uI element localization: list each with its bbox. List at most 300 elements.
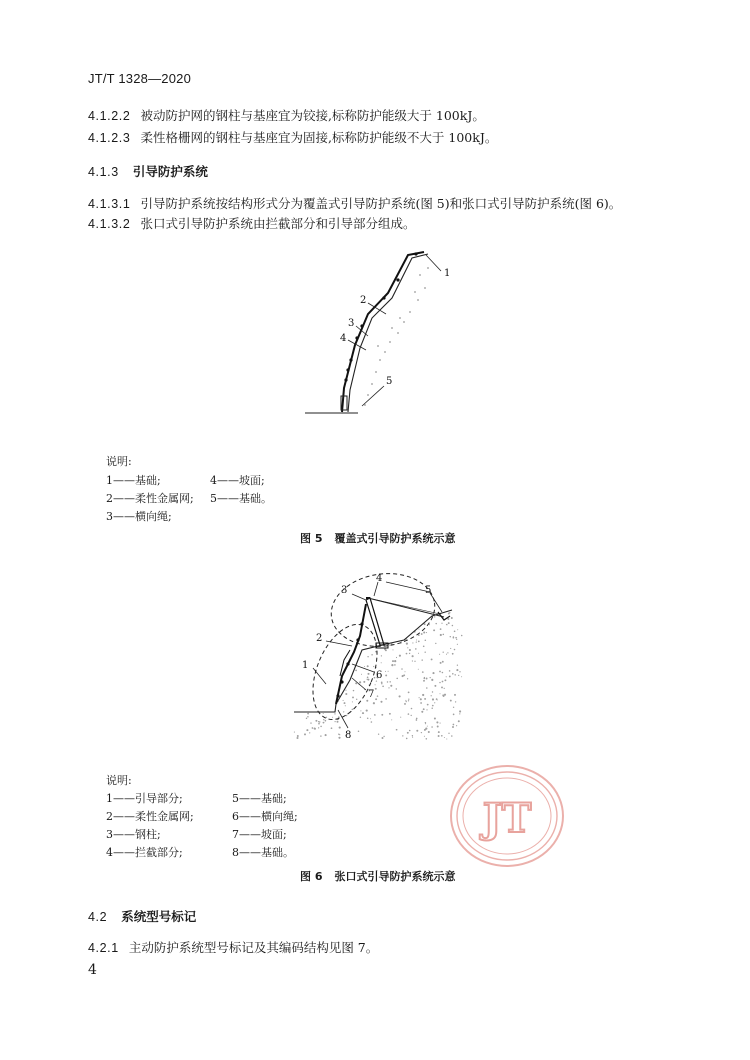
soil-speck <box>439 654 440 655</box>
soil-speck <box>446 654 447 655</box>
soil-speck <box>400 717 401 718</box>
section-heading-4-2 <box>88 907 196 925</box>
soil-speck <box>416 718 418 720</box>
soil-speck <box>454 630 456 632</box>
soil-speck <box>425 639 427 641</box>
clause-number: 4.1.2.3 <box>88 131 131 145</box>
soil-speck <box>414 661 415 662</box>
soil-speck <box>425 723 426 724</box>
soil-speck <box>314 727 316 729</box>
soil-speck <box>444 688 445 689</box>
soil-speck <box>297 735 299 737</box>
soil-speck <box>424 651 425 652</box>
soil-speck <box>426 678 428 680</box>
soil-speck <box>343 700 344 701</box>
soil-speck <box>385 674 387 676</box>
soil-speck <box>453 636 454 637</box>
soil-speck <box>453 707 454 708</box>
soil-speck <box>338 716 340 718</box>
soil-speck <box>439 671 441 673</box>
figure-5-legend-item: 4——坡面; <box>210 474 265 487</box>
soil-speck <box>402 675 404 677</box>
soil-speck <box>441 623 442 624</box>
soil-speck <box>422 671 424 673</box>
soil-speck <box>452 726 454 728</box>
soil-speck <box>432 672 434 674</box>
soil-speck <box>404 703 406 705</box>
soil-speck <box>312 727 314 729</box>
soil-speck <box>450 636 451 637</box>
soil-speck <box>352 709 354 711</box>
soil-speck <box>461 635 463 637</box>
soil-speck <box>320 726 322 728</box>
soil-speck <box>399 655 401 657</box>
soil-speck <box>352 696 354 698</box>
figure-6-support-rope <box>368 598 444 617</box>
soil-speck <box>452 673 454 675</box>
figure-6-legend-item: 6——横向绳; <box>232 810 298 823</box>
figure-6-legend-item: 2——柔性金属网; <box>106 810 194 823</box>
soil-speck <box>455 637 457 639</box>
soil-speck <box>453 714 455 716</box>
figure-6-legend-item: 1——引导部分; <box>106 792 183 805</box>
soil-speck <box>367 679 369 681</box>
soil-speck <box>442 672 444 674</box>
document-header: JT/T 1328—2020 <box>88 71 192 86</box>
soil-speck <box>373 702 375 704</box>
soil-speck <box>454 674 455 675</box>
soil-speck <box>435 623 436 624</box>
soil-speck <box>345 693 347 695</box>
soil-speck <box>436 721 438 723</box>
soil-speck <box>434 616 435 617</box>
soil-speck <box>412 735 413 736</box>
soil-speck <box>343 711 344 712</box>
soil-speck <box>451 617 453 619</box>
soil-speck <box>436 698 438 700</box>
callout-1: 1 <box>444 268 451 279</box>
soil-speck <box>415 648 417 650</box>
soil-speck <box>412 642 413 643</box>
callout-1: 1 <box>302 660 309 671</box>
soil-speck <box>447 652 448 653</box>
soil-speck <box>381 681 383 683</box>
soil-speck <box>427 726 428 727</box>
soil-speck <box>360 710 361 711</box>
soil-speck <box>309 732 310 733</box>
soil-speck <box>367 665 369 667</box>
soil-speck <box>407 732 409 734</box>
figure-6-legend-item: 7——坡面; <box>232 828 287 841</box>
soil-speck <box>418 634 420 636</box>
soil-speck <box>443 652 444 653</box>
soil-speck <box>456 639 457 640</box>
soil-speck <box>453 724 455 726</box>
soil-speck <box>360 717 361 718</box>
soil-speck <box>431 679 433 681</box>
soil-speck <box>419 697 420 698</box>
soil-speck <box>447 618 449 620</box>
figure-5-legend-title: 说明: <box>106 455 132 468</box>
soil-speck <box>388 687 389 688</box>
clause-4-2-1 <box>88 938 378 956</box>
soil-speck <box>454 649 456 651</box>
soil-speck <box>448 622 450 624</box>
soil-speck <box>408 713 410 715</box>
figure-title: 张口式引导防护系统示意 <box>334 870 456 883</box>
soil-speck <box>423 631 425 633</box>
soil-speck <box>449 670 451 672</box>
soil-speck <box>381 655 382 656</box>
section-number: 4.1.3 <box>88 165 119 179</box>
soil-speck <box>408 700 409 701</box>
soil-speck <box>339 727 341 729</box>
soil-speck <box>431 658 433 660</box>
soil-speck <box>383 736 384 737</box>
soil-speck <box>422 694 424 696</box>
soil-speck <box>440 628 442 630</box>
soil-speck <box>418 653 419 654</box>
soil-speck <box>416 639 417 640</box>
callout-4: 4 <box>376 573 383 584</box>
soil-speck <box>373 666 374 667</box>
soil-speck <box>353 690 354 691</box>
soil-speck <box>345 705 346 706</box>
soil-speck <box>421 659 422 660</box>
soil-speck <box>459 710 461 712</box>
soil-speck <box>318 721 319 722</box>
figure-6-caption <box>300 868 455 884</box>
soil-speck <box>431 708 432 709</box>
page-number: 4 <box>88 962 97 978</box>
soil-speck <box>444 737 445 738</box>
figure-number: 图 5 <box>300 532 323 545</box>
soil-speck <box>385 698 387 700</box>
soil-speck <box>439 682 440 683</box>
soil-speck <box>323 713 324 714</box>
soil-speck <box>443 634 445 636</box>
soil-speck <box>457 629 458 630</box>
soil-speck <box>296 737 298 739</box>
soil-speck <box>406 653 408 655</box>
soil-speck <box>384 648 386 650</box>
figure-5-legend-item: 1——基础; <box>106 474 161 487</box>
soil-speck <box>371 654 373 656</box>
soil-speck <box>429 624 430 625</box>
soil-speck <box>409 649 411 651</box>
soil-speck <box>452 653 454 655</box>
soil-speck <box>450 648 451 649</box>
callout-2: 2 <box>316 633 323 644</box>
soil-speck <box>323 722 325 724</box>
soil-speck <box>420 698 422 700</box>
soil-speck <box>435 643 436 644</box>
clause-number: 4.1.3.1 <box>88 197 131 211</box>
soil-speck <box>439 693 440 694</box>
soil-speck <box>294 732 295 733</box>
figure-5-legend-item: 3——横向绳; <box>106 510 172 523</box>
soil-speck <box>355 670 357 672</box>
soil-speck <box>359 681 361 683</box>
soil-speck <box>451 735 453 737</box>
soil-speck <box>358 730 360 732</box>
soil-speck <box>424 698 426 700</box>
soil-speck <box>367 679 368 680</box>
soil-speck <box>307 713 309 715</box>
clause-text: 张口式引导防护系统由拦截部分和引导部分组成。 <box>140 216 416 231</box>
soil-speck <box>392 660 394 662</box>
soil-speck <box>396 729 398 731</box>
soil-speck <box>396 678 398 680</box>
soil-speck <box>424 736 425 737</box>
soil-speck <box>378 734 379 735</box>
callout-3: 3 <box>348 318 355 329</box>
figure-6-legend-item: 4——拦截部分; <box>106 846 183 859</box>
soil-speck <box>437 726 439 728</box>
soil-speck <box>441 735 443 737</box>
soil-speck <box>426 738 428 740</box>
figure-6-legend-item: 3——钢柱; <box>106 828 161 841</box>
soil-speck <box>409 653 410 654</box>
soil-speck <box>450 700 452 702</box>
soil-speck <box>339 734 340 735</box>
soil-speck <box>423 646 425 648</box>
jt-watermark-logo <box>448 762 566 870</box>
soil-speck <box>306 729 308 731</box>
soil-speck <box>399 695 401 697</box>
soil-speck <box>441 686 443 688</box>
callout-2: 2 <box>360 295 367 306</box>
soil-speck <box>381 683 382 684</box>
soil-speck <box>426 632 427 633</box>
soil-speck <box>446 676 447 677</box>
soil-speck <box>408 692 410 694</box>
soil-speck <box>432 705 434 707</box>
soil-speck <box>381 714 383 716</box>
soil-speck <box>380 701 382 703</box>
soil-speck <box>362 712 364 714</box>
soil-speck <box>390 685 392 687</box>
soil-speck <box>411 715 412 716</box>
soil-speck <box>418 641 420 643</box>
soil-speck <box>331 727 333 729</box>
soil-speck <box>432 691 433 692</box>
soil-speck <box>418 669 419 670</box>
soil-speck <box>375 684 376 685</box>
figure-6-legend-title: 说明: <box>106 774 132 787</box>
soil-speck <box>454 694 456 696</box>
soil-speck <box>440 634 442 636</box>
soil-speck <box>442 681 444 683</box>
soil-speck <box>346 715 348 717</box>
soil-speck <box>394 660 396 662</box>
soil-speck <box>438 735 440 737</box>
clause-number: 4.2.1 <box>88 941 119 955</box>
soil-speck <box>423 680 425 682</box>
clause-text: 引导防护系统按结构形式分为覆盖式引导防护系统(图 5)和张口式引导防护系统(图 6)。 <box>140 196 622 211</box>
soil-speck <box>381 662 382 663</box>
soil-speck <box>428 731 430 733</box>
soil-speck <box>352 701 353 702</box>
soil-speck <box>306 718 307 719</box>
soil-speck <box>424 729 426 731</box>
soil-speck <box>416 730 418 732</box>
soil-speck <box>389 713 391 715</box>
callout-8: 8 <box>345 730 352 741</box>
soil-speck <box>459 671 460 672</box>
soil-speck <box>455 701 456 702</box>
soil-speck <box>449 675 451 677</box>
soil-speck <box>396 688 397 689</box>
soil-speck <box>440 723 441 724</box>
soil-speck <box>444 679 446 681</box>
soil-speck <box>412 660 413 661</box>
soil-speck <box>423 708 425 710</box>
soil-speck <box>407 678 408 679</box>
soil-speck <box>448 733 449 734</box>
soil-speck <box>427 704 429 706</box>
soil-speck <box>356 699 357 700</box>
section-number: 4.2 <box>88 910 108 924</box>
soil-speck <box>457 665 458 666</box>
soil-speck <box>318 727 319 728</box>
figure-5-legend-item: 2——柔性金属网; <box>106 492 194 505</box>
section-title: 系统型号标记 <box>121 909 197 924</box>
soil-speck <box>374 714 376 716</box>
figure-5-legend-item: 5——基础。 <box>210 492 272 505</box>
soil-speck <box>442 661 444 663</box>
soil-speck <box>320 735 321 736</box>
soil-speck <box>461 676 462 677</box>
soil-speck <box>432 699 434 701</box>
soil-speck <box>394 664 396 666</box>
soil-speck <box>307 716 309 718</box>
soil-speck <box>391 719 392 720</box>
soil-speck <box>334 713 335 714</box>
soil-speck <box>344 702 346 704</box>
callout-5: 5 <box>386 376 393 387</box>
soil-speck <box>459 713 460 714</box>
soil-speck <box>396 657 397 658</box>
soil-speck <box>421 732 422 733</box>
soil-speck <box>407 647 408 648</box>
soil-speck <box>335 721 336 722</box>
soil-speck <box>408 699 409 700</box>
soil-speck <box>367 673 369 675</box>
soil-speck <box>405 671 406 672</box>
soil-speck <box>389 681 390 682</box>
soil-speck <box>385 671 386 672</box>
soil-speck <box>411 708 413 710</box>
soil-speck <box>338 737 340 739</box>
soil-speck <box>448 613 450 615</box>
callout-3: 3 <box>341 585 348 596</box>
soil-speck <box>452 625 454 627</box>
clause-text: 被动防护网的钢柱与基座宜为铰接,标称防护能级大于 100kJ。 <box>140 108 485 123</box>
soil-speck <box>433 629 435 631</box>
soil-speck <box>375 688 377 690</box>
soil-speck <box>446 624 447 625</box>
soil-speck <box>388 671 389 672</box>
soil-speck <box>367 718 369 720</box>
soil-speck <box>318 723 320 725</box>
clause-text: 柔性格栅网的钢柱与基座宜为固接,标称防护能级不大于 100kJ。 <box>140 130 498 145</box>
callout-6: 6 <box>376 670 383 681</box>
soil-speck <box>323 719 324 720</box>
soil-speck <box>409 730 411 732</box>
soil-speck <box>412 737 413 738</box>
soil-speck <box>345 690 346 691</box>
figure-6-legend-item: 8——基础。 <box>232 846 294 859</box>
soil-speck <box>406 643 408 645</box>
soil-speck <box>377 695 379 697</box>
soil-speck <box>406 701 407 702</box>
soil-speck <box>434 717 436 719</box>
section-title: 引导防护系统 <box>132 164 208 179</box>
callout-5: 5 <box>425 585 432 596</box>
soil-speck <box>326 717 327 718</box>
soil-speck <box>423 678 425 680</box>
soil-speck <box>434 702 435 703</box>
soil-speck <box>406 738 408 740</box>
soil-speck <box>438 731 440 733</box>
soil-speck <box>402 735 403 736</box>
soil-speck <box>401 668 403 670</box>
soil-speck <box>434 685 436 687</box>
soil-speck <box>367 656 368 657</box>
soil-speck <box>431 726 433 728</box>
soil-speck <box>364 666 365 667</box>
soil-speck <box>366 710 367 711</box>
callout-4: 4 <box>340 333 347 344</box>
soil-speck <box>367 676 369 678</box>
clause-number: 4.1.3.2 <box>88 217 131 231</box>
soil-speck <box>375 698 377 700</box>
soil-speck <box>315 720 317 722</box>
soil-speck <box>458 720 460 722</box>
soil-speck <box>371 721 373 723</box>
soil-speck <box>412 655 414 657</box>
soil-speck <box>416 719 418 721</box>
soil-speck <box>457 644 458 645</box>
figure-title: 覆盖式引导防护系统示意 <box>334 532 456 545</box>
soil-speck <box>366 700 368 702</box>
soil-speck <box>361 674 362 675</box>
soil-speck <box>405 700 406 701</box>
watermark-text: JT <box>482 795 532 842</box>
soil-speck <box>421 711 423 713</box>
soil-speck <box>440 662 442 664</box>
soil-speck <box>304 733 306 735</box>
soil-speck <box>418 629 419 630</box>
soil-speck <box>430 677 431 678</box>
soil-speck <box>426 687 428 689</box>
soil-speck <box>416 642 417 643</box>
clause-number: 4.1.2.2 <box>88 109 131 123</box>
soil-speck <box>356 683 357 684</box>
figure-number: 图 6 <box>300 870 323 883</box>
soil-speck <box>382 737 384 739</box>
soil-speck <box>389 645 390 646</box>
soil-speck <box>363 681 365 683</box>
soil-speck <box>458 675 459 676</box>
soil-speck <box>325 720 327 722</box>
soil-speck <box>337 721 339 723</box>
soil-speck <box>387 681 388 682</box>
soil-speck <box>456 725 457 726</box>
soil-speck <box>325 734 327 736</box>
soil-speck <box>420 702 422 704</box>
